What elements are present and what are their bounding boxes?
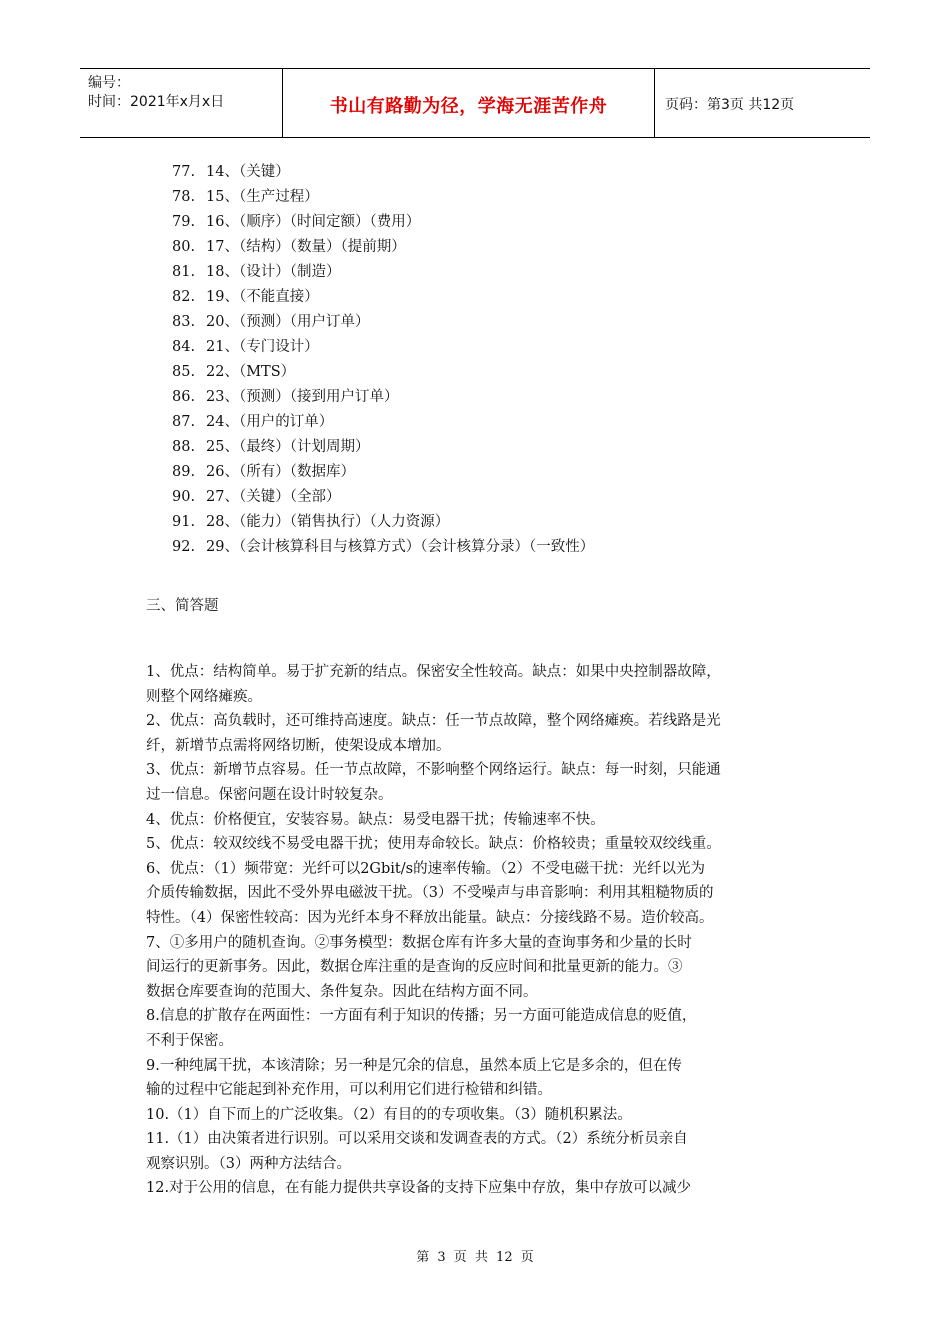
- list-item-number: 91.: [172, 514, 196, 530]
- fill-in-answer-list: [172, 160, 594, 560]
- answer-line: 不利于保密。: [146, 1032, 233, 1049]
- list-item-text: 28、（能力）（销售执行）（人力资源）: [206, 514, 450, 530]
- header-motto-cell: [283, 69, 655, 137]
- list-item-number: 92.: [172, 539, 196, 555]
- list-item-number: 79.: [172, 214, 196, 230]
- answer-line: 3、优点：新增节点容易。任一节点故障，不影响整个网络运行。缺点：每一时刻，只能通: [146, 762, 721, 779]
- list-item: [172, 535, 594, 560]
- list-item: [172, 510, 594, 535]
- answer-line: 观察识别。（3）两种方法结合。: [146, 1155, 351, 1172]
- list-item: [172, 210, 594, 235]
- list-item: [172, 485, 594, 510]
- list-item: [172, 460, 594, 485]
- list-item: [172, 185, 594, 210]
- list-item: [172, 160, 594, 185]
- list-item-number: 85.: [172, 364, 196, 380]
- list-item-number: 83.: [172, 314, 196, 330]
- document-date-label: 时间：2021年x月x日: [88, 94, 225, 110]
- section-title: 三、简答题: [146, 598, 219, 614]
- list-item-text: 29、（会计核算科目与核算方式）（会计核算分录）（一致性）: [206, 539, 595, 555]
- short-answer-block: [146, 660, 818, 1201]
- answer-line: 1、优点：结构简单。易于扩充新的结点。保密安全性较高。缺点：如果中央控制器故障，: [146, 664, 721, 680]
- page-header: [80, 68, 870, 138]
- list-item-number: 78.: [172, 189, 196, 205]
- answer-line: 9.一种纯属干扰，本该清除；另一种是冗余的信息，虽然本质上它是多余的，但在传: [146, 1057, 682, 1074]
- list-item-text: 22、（MTS）: [206, 364, 296, 380]
- list-item: [172, 310, 594, 335]
- answer-line: 特性。（4）保密性较高：因为光纤本身不释放出能量。缺点：分接线路不易。造价较高。: [146, 909, 714, 926]
- answer-line: 7、①多用户的随机查询。②事务模型：数据仓库有许多大量的查询事务和少量的长时: [146, 934, 692, 951]
- list-item: [172, 435, 594, 460]
- list-item-number: 77.: [172, 164, 196, 180]
- answer-line: 数据仓库要查询的范围大、条件复杂。因此在结构方面不同。: [146, 983, 538, 1000]
- list-item-number: 90.: [172, 489, 196, 505]
- list-item: [172, 335, 594, 360]
- list-item: [172, 385, 594, 410]
- list-item-number: 86.: [172, 389, 196, 405]
- list-item: [172, 285, 594, 310]
- answer-line: 11.（1）由决策者进行识别。可以采用交谈和发调查表的方式。（2）系统分析员亲自: [146, 1131, 688, 1148]
- list-item: [172, 360, 594, 385]
- answer-line: 介质传输数据，因此不受外界电磁波干扰。（3）不受噪声与串音影响：利用其粗糙物质的: [146, 885, 714, 902]
- list-item: [172, 235, 594, 260]
- header-motto: 书山有路勤为径，学海无涯苦作舟: [329, 96, 608, 117]
- list-item: [172, 410, 594, 435]
- list-item-number: 84.: [172, 339, 196, 355]
- list-item-number: 88.: [172, 439, 196, 455]
- list-item-text: 23、（预测）（接到用户订单）: [206, 389, 399, 405]
- list-item-text: 25、（最终）（计划周期）: [206, 439, 370, 455]
- document-number-label: 编号：: [88, 75, 130, 91]
- list-item-text: 24、（用户的订单）: [206, 414, 334, 430]
- answer-line: 纤，新增节点需将网络切断，使架设成本增加。: [146, 737, 451, 754]
- list-item-text: 14、（关键）: [206, 164, 290, 180]
- list-item-text: 26、（所有）（数据库）: [206, 464, 355, 480]
- answer-line: 8.信息的扩散存在两面性：一方面有利于知识的传播；另一方面可能造成信息的贬值，: [146, 1008, 697, 1025]
- answer-line: 10.（1）自下而上的广泛收集。（2）有目的的专项收集。（3）随机积累法。: [146, 1106, 632, 1123]
- list-item-number: 82.: [172, 289, 196, 305]
- list-item-number: 81.: [172, 264, 196, 280]
- answer-line: 4、优点：价格便宜，安装容易。缺点：易受电器干扰；传输速率不快。: [146, 811, 605, 828]
- list-item-text: 21、（专门设计）: [206, 339, 319, 355]
- answer-line: 5、优点：较双绞线不易受电器干扰；使用寿命较长。缺点：价格较贵；重量较双绞线重。: [146, 836, 721, 853]
- list-item-text: 19、（不能直接）: [206, 289, 319, 305]
- header-meta-cell: [80, 69, 283, 137]
- list-item-text: 20、（预测）（用户订单）: [206, 314, 370, 330]
- list-item: [172, 260, 594, 285]
- answer-line: 12.对于公用的信息，在有能力提供共享设备的支持下应集中存放，集中存放可以减少: [146, 1180, 692, 1197]
- answer-line: 输的过程中它能起到补充作用，可以利用它们进行检错和纠错。: [146, 1082, 552, 1099]
- answer-line: 过一信息。保密问题在设计时较复杂。: [146, 786, 393, 803]
- list-item-text: 18、（设计）（制造）: [206, 264, 341, 280]
- header-page-info: 页码：第3页 共12页: [665, 97, 795, 113]
- answer-line: 6、优点：（1）频带宽：光纤可以2Gbit/s的速率传输。（2）不受电磁干扰：光纤以光为: [146, 860, 706, 877]
- list-item-text: 27、（关键）（全部）: [206, 489, 341, 505]
- header-page-cell: [655, 69, 870, 137]
- answer-line: 则整个网络瘫痪。: [146, 688, 262, 705]
- list-item-text: 17、（结构）（数量）（提前期）: [206, 239, 406, 255]
- list-item-text: 15、（生产过程）: [206, 189, 319, 205]
- list-item-number: 80.: [172, 239, 196, 255]
- page-footer: 第 3 页 共 12 页: [416, 1250, 534, 1265]
- list-item-text: 16、（顺序）（时间定额）（费用）: [206, 214, 421, 230]
- answer-line: 间运行的更新事务。因此，数据仓库注重的是查询的反应时间和批量更新的能力。③: [146, 959, 683, 976]
- list-item-number: 89.: [172, 464, 196, 480]
- answer-line: 2、优点：高负载时，还可维持高速度。缺点：任一节点故障，整个网络瘫痪。若线路是光: [146, 713, 721, 730]
- list-item-number: 87.: [172, 414, 196, 430]
